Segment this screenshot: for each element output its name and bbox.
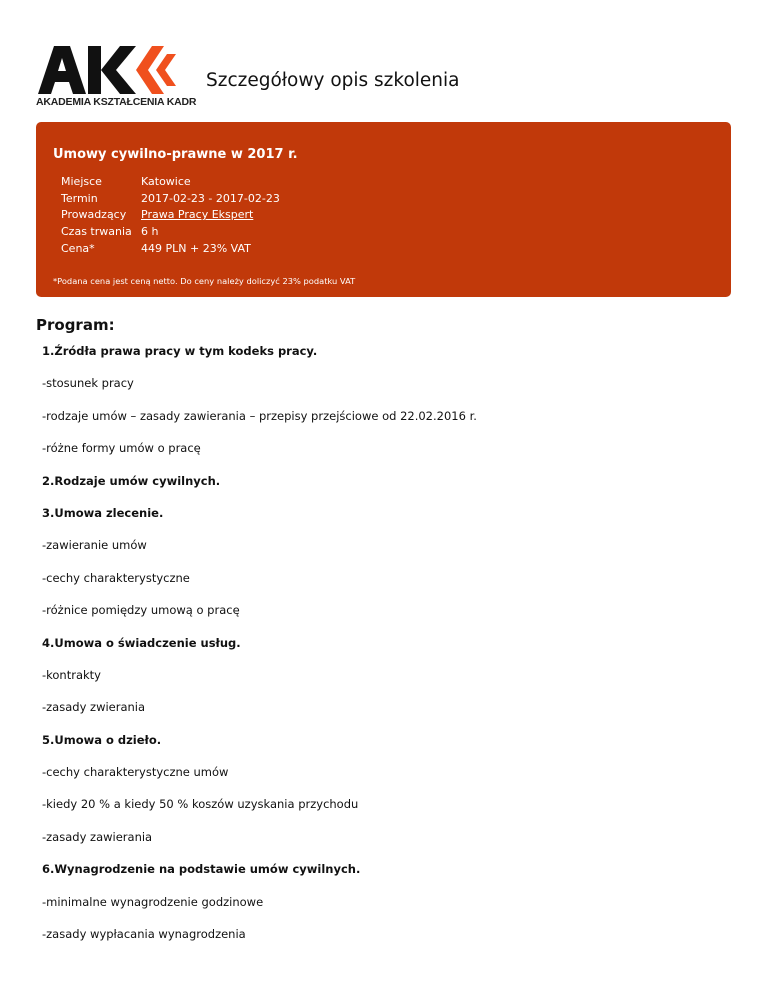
page-title: Szczegółowy opis szkolenia (206, 70, 460, 91)
detail-value: 6 h (141, 225, 159, 239)
program-point: -zasady zwierania (42, 700, 146, 715)
detail-value: 2017-02-23 - 2017-02-23 (141, 191, 280, 205)
program-point: -cechy charakterystyczne umów (42, 765, 229, 780)
detail-label: Czas trwania (61, 225, 132, 239)
program-list (42, 343, 732, 958)
program-point: -zawieranie umów (42, 538, 147, 553)
detail-row-instructor (61, 207, 280, 224)
program-section: 3.Umowa zlecenie. (42, 505, 164, 520)
course-details (61, 174, 280, 257)
program-heading: Program: (36, 316, 115, 334)
detail-row-location (61, 174, 280, 191)
price-footnote: *Podana cena jest ceną netto. Do ceny należy doliczyć 23% podatku VAT (53, 276, 356, 286)
logo-text: AKADEMIA KSZTAŁCENIA KADR (36, 96, 197, 108)
detail-value: Katowice (141, 175, 191, 188)
program-section: 5.Umowa o dzieło. (42, 732, 162, 747)
detail-value: 449 PLN + 23% VAT (141, 241, 251, 255)
program-section: 1.Źródła prawa pracy w tym kodeks pracy. (42, 344, 318, 358)
program-point: -stosunek pracy (42, 376, 134, 391)
detail-label: Cena* (61, 241, 95, 255)
detail-row-duration (61, 224, 280, 241)
program-point: -kiedy 20 % a kiedy 50 % koszów uzyskania przychodu (42, 797, 359, 812)
company-logo (36, 44, 197, 112)
program-point: -zasady wypłacania wynagrodzenia (42, 927, 246, 942)
program-point: -zasady zawierania (42, 829, 153, 844)
course-title: Umowy cywilno-prawne w 2017 r. (53, 147, 298, 162)
course-info-box (36, 122, 731, 297)
program-section: 6.Wynagrodzenie na podstawie umów cywilnych. (42, 862, 361, 877)
detail-label: Prowadzący (61, 208, 127, 222)
program-point: -różnice pomiędzy umową o pracę (42, 603, 240, 618)
instructor-link[interactable]: Prawa Pracy Ekspert (141, 208, 254, 222)
detail-label: Termin (61, 191, 98, 205)
program-point: -kontrakty (42, 667, 101, 682)
detail-label: Miejsce (61, 175, 102, 188)
program-point: -minimalne wynagrodzenie godzinowe (42, 894, 264, 909)
program-section: 4.Umowa o świadczenie usług. (42, 635, 241, 650)
program-section: 2.Rodzaje umów cywilnych. (42, 473, 221, 488)
program-point: -cechy charakterystyczne (42, 570, 190, 585)
page-header (36, 44, 736, 112)
akk-logo-icon (36, 44, 178, 96)
detail-row-date (61, 191, 280, 208)
program-point: -różne formy umów o pracę (42, 441, 201, 456)
detail-row-price (61, 241, 280, 258)
program-point: -rodzaje umów – zasady zawierania – przepisy przejściowe od 22.02.2016 r. (42, 408, 477, 423)
